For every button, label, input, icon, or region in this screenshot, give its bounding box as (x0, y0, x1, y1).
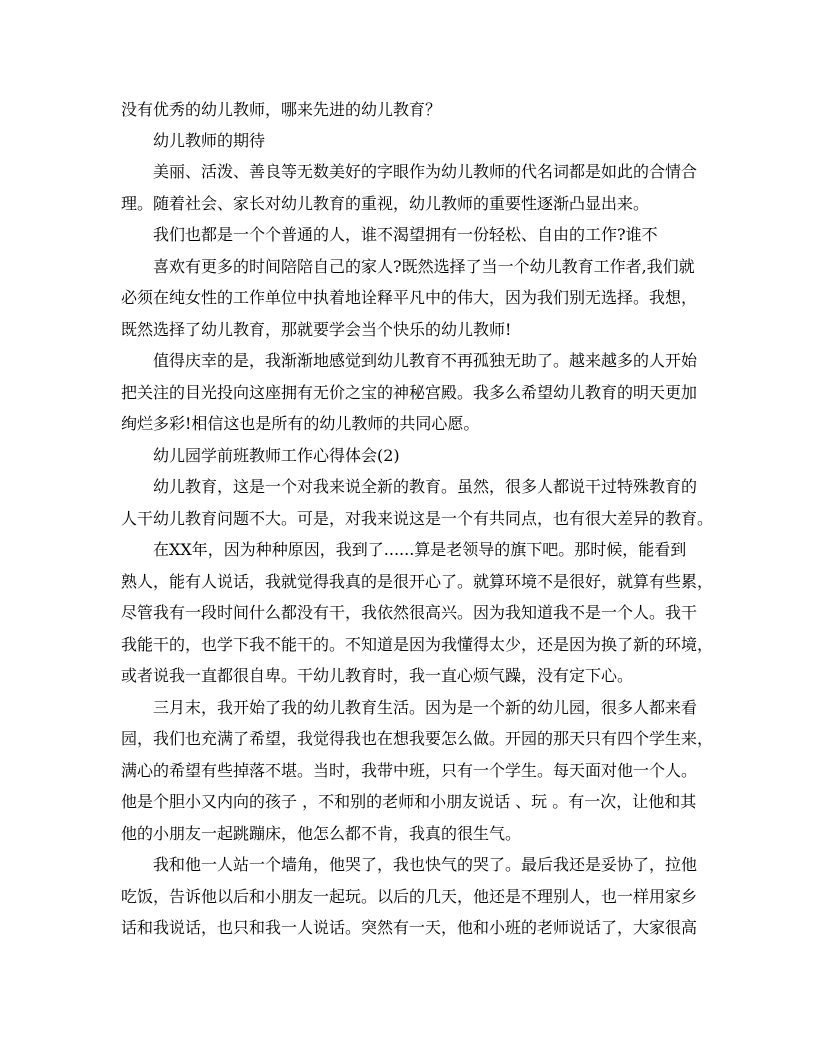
text-line: 人干幼儿教育问题不大。可是，对我来说这是一个有共同点，也有很大差异的教育。 (121, 509, 714, 528)
text-line: 既然选择了幼儿教育，那就要学会当个快乐的幼儿教师! (121, 320, 512, 339)
text-line: 在XX年，因为种种原因，我到了......算是老领导的旗下吧。那时候，能看到 (153, 540, 687, 559)
text-line: 我和他一人站一个墙角，他哭了，我也快气的哭了。最后我还是妥协了，拉他 (153, 855, 698, 874)
text-line: 没有优秀的幼儿教师，哪来先进的幼儿教育？ (121, 100, 442, 119)
text-line: 满心的希望有些掉落不堪。当时，我带中班，只有一个学生。每天面对他一个人。 (121, 761, 698, 780)
text-line: 他是个胆小又内向的孩子 ，不和别的老师和小朋友说话 、玩 。有一次，让他和其 (121, 792, 697, 811)
text-line: 理。随着社会、家长对幼儿教育的重视，幼儿教师的重要性逐渐凸显出来。 (121, 194, 650, 213)
text-line: 吃饭，告诉他以后和小朋友一起玩。以后的几天，他还是不理别人，也一样用家乡 (121, 887, 698, 906)
text-line: 把关注的目光投向这座拥有无价之宝的神秘宫殿。我多么希望幼儿教育的明天更加 (121, 383, 698, 402)
text-line: 我们也都是一个个普通的人，谁不渴望拥有一份轻松、自由的工作?谁不 (153, 225, 658, 244)
text-line: 美丽、活泼、善良等无数美好的字眼作为幼儿教师的代名词都是如此的合情合 (153, 162, 698, 181)
section-heading: 幼儿园学前班教师工作心得体会(2) (153, 446, 400, 465)
text-line: 话和我说话，也只和我一人说话。突然有一天，他和小班的老师说话了，大家很高 (121, 918, 698, 937)
text-line: 值得庆幸的是，我渐渐地感觉到幼儿教育不再孤独无助了。越来越多的人开始 (153, 351, 698, 370)
text-line: 熟人，能有人说话，我就觉得我真的是很开心了。就算环境不是很好，就算有些累， (121, 572, 714, 591)
text-line: 我能干的，也学下我不能干的。不知道是因为我懂得太少，还是因为换了新的环境， (121, 635, 714, 654)
text-line: 园，我们也充满了希望，我觉得我也在想我要怎么做。开园的那天只有四个学生来， (121, 729, 714, 748)
section-heading: 幼儿教师的期待 (153, 131, 266, 150)
text-line: 或者说我一直都很自卑。干幼儿教育时，我一直心烦气躁，没有定下心。 (121, 666, 634, 685)
text-line: 绚烂多彩!相信这也是所有的幼儿教师的共同心愿。 (121, 414, 480, 433)
text-line: 必须在纯女性的工作单位中执着地诠释平凡中的伟大，因为我们别无选择。我想， (121, 288, 698, 307)
text-line: 幼儿教育，这是一个对我来说全新的教育。虽然，很多人都说干过特殊教育的 (153, 477, 698, 496)
text-line: 他的小朋友一起跳蹦床，他怎么都不肯，我真的很生气。 (121, 824, 522, 843)
text-line: 喜欢有更多的时间陪陪自己的家人?既然选择了当一个幼儿教育工作者,我们就 (153, 257, 695, 276)
text-line: 三月末，我开始了我的幼儿教育生活。因为是一个新的幼儿园，很多人都来看 (153, 698, 698, 717)
text-line: 尽管我有一段时间什么都没有干，我依然很高兴。因为我知道我不是一个人。我干 (121, 603, 698, 622)
